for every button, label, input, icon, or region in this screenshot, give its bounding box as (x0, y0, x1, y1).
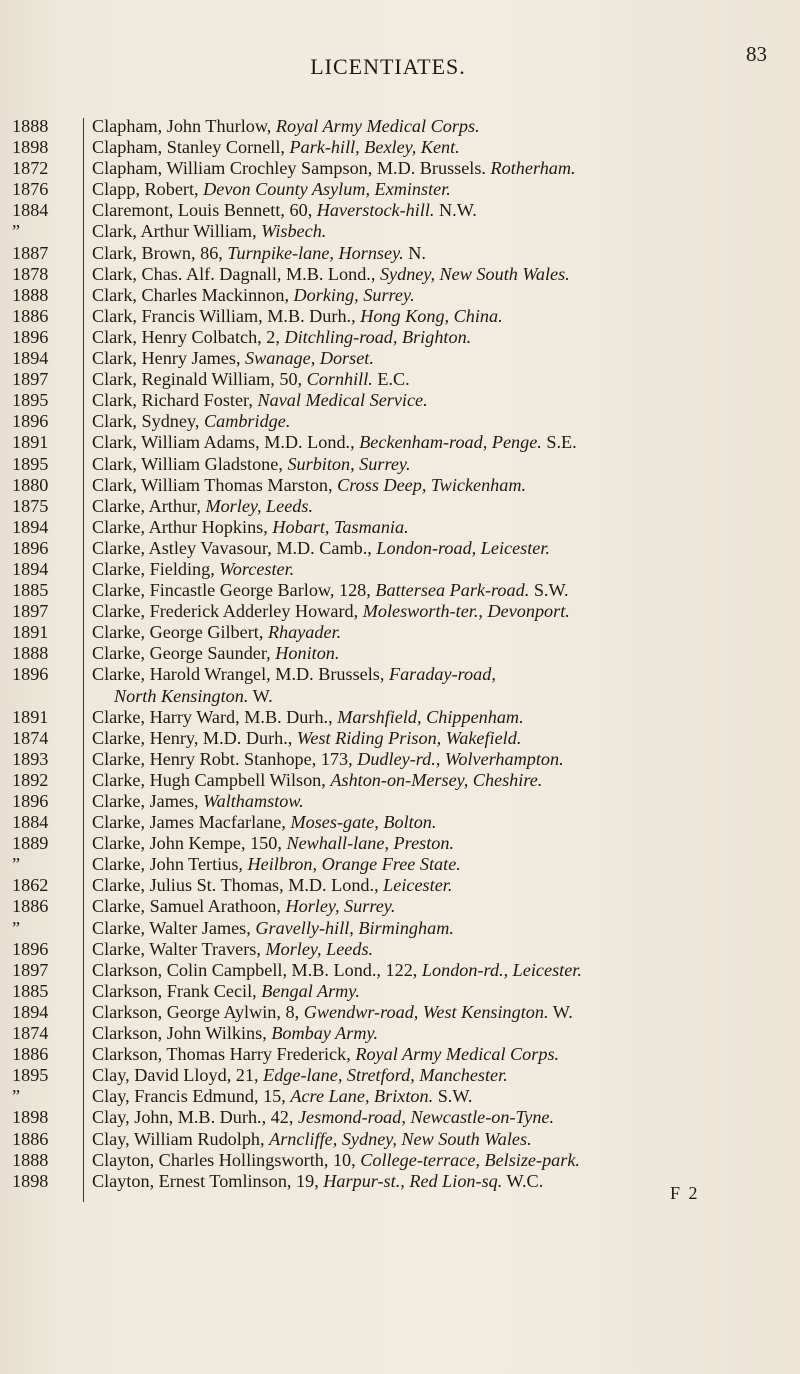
entry-address: Bombay Army. (271, 1023, 379, 1044)
entry-text (86, 981, 800, 1002)
entry-name: Clarkson, George Aylwin, 8, (92, 1001, 304, 1022)
list-item (0, 559, 800, 580)
list-item (0, 348, 800, 369)
entry-text (86, 243, 800, 264)
list-item (0, 327, 800, 348)
entry-name: Clarke, Henry Robt. Stanhope, 173, (92, 748, 358, 769)
entry-address: London-road, Leicester. (376, 537, 550, 558)
entry-text (86, 833, 800, 854)
entry-text (86, 939, 800, 960)
entry-text (86, 875, 800, 896)
list-item (0, 306, 800, 327)
entry-address: Rhayader. (267, 622, 342, 643)
list-item (0, 517, 800, 538)
list-item (0, 1086, 800, 1107)
entry-text (86, 454, 800, 475)
entry-address: Surbiton, Surrey. (287, 453, 411, 474)
entry-text (86, 918, 800, 939)
entry-name: Clay, John, M.B. Durh., 42, (92, 1107, 298, 1128)
entry-year: 1889 (12, 833, 49, 854)
entry-name: Clarke, John Tertius, (92, 854, 248, 875)
entry-text (86, 369, 800, 390)
entry-address: Swanage, Dorset. (245, 348, 374, 369)
entry-name: Claremont, Louis Bennett, 60, (92, 200, 317, 221)
entry-text (86, 643, 800, 664)
entry-text (86, 791, 800, 812)
entry-year: ” (12, 1086, 21, 1107)
list-item (0, 728, 800, 749)
entry-year: 1897 (12, 601, 49, 622)
entry-text (86, 411, 800, 432)
entry-address: Beckenham-road, Penge. (359, 432, 542, 453)
entry-year: 1886 (12, 1044, 49, 1065)
list-item (0, 369, 800, 390)
list-item (0, 1023, 800, 1044)
entry-address: Morley, Leeds. (205, 495, 314, 516)
entry-year: 1874 (12, 1023, 49, 1044)
entry-address: Cross Deep, Twickenham. (337, 474, 527, 495)
entry-text (86, 580, 800, 601)
entry-name: Clarkson, Frank Cecil, (92, 980, 262, 1001)
list-item (0, 475, 800, 496)
list-item (0, 770, 800, 791)
entry-district: N.W. (434, 200, 477, 221)
entry-text (86, 854, 800, 875)
entry-year: 1874 (12, 727, 49, 748)
list-item (0, 1002, 800, 1023)
entry-address: Royal Army Medical Corps. (275, 116, 480, 136)
list-item (0, 875, 800, 896)
entry-name: Clarke, Harold Wrangel, M.D. Brussels, (92, 664, 389, 685)
list-item (0, 918, 800, 939)
entry-text (86, 728, 800, 749)
entry-district: N. (403, 242, 426, 263)
entry-year: 1888 (12, 116, 49, 136)
entry-address: Royal Army Medical Corps. (355, 1044, 560, 1065)
entry-text (86, 1086, 800, 1107)
list-item (0, 1044, 800, 1065)
entry-year: 1878 (12, 263, 49, 284)
entry-year: 1896 (12, 411, 49, 432)
entry-year: 1895 (12, 390, 49, 411)
entry-name: Clarke, John Kempe, 150, (92, 833, 287, 854)
list-item (0, 854, 800, 875)
entry-text (86, 1044, 800, 1065)
entry-name: Clark, Chas. Alf. Dagnall, M.B. Lond., (92, 263, 380, 284)
entry-address: Hobart, Tasmania. (272, 516, 409, 537)
list-item (0, 896, 800, 917)
entry-name: Clark, Francis William, M.B. Durh., (92, 305, 361, 326)
list-item (0, 285, 800, 306)
entry-name: Clark, Henry James, (92, 348, 246, 369)
entry-address: Arncliffe, Sydney, New South Wales. (269, 1128, 532, 1149)
entry-address: Dorking, Surrey. (293, 284, 415, 305)
list-item (0, 264, 800, 285)
entry-year: 1898 (12, 1107, 49, 1128)
page-title: LICENTIATES. (310, 54, 466, 79)
entry-text (86, 1150, 800, 1171)
entry-name: Clarke, Astley Vavasour, M.D. Camb., (92, 537, 377, 558)
entry-address: Cambridge. (203, 411, 291, 432)
entry-name: Clay, Francis Edmund, 15, (92, 1086, 291, 1107)
list-item (0, 221, 800, 242)
entry-name: Clarke, Harry Ward, M.B. Durh., (92, 706, 338, 727)
list-item (0, 812, 800, 833)
entry-address: Gravelly-hill, Birmingham. (255, 917, 454, 938)
entry-text (86, 221, 800, 242)
entry-address: Harpur-st., Red Lion-sq. (323, 1170, 503, 1191)
entry-year: 1888 (12, 643, 49, 664)
entry-address: Horley, Surrey. (285, 896, 396, 917)
entry-name: Clay, William Rudolph, (92, 1128, 270, 1149)
entry-address: Turnpike-lane, Hornsey. (227, 242, 404, 263)
entry-name: Clark, William Gladstone, (92, 453, 288, 474)
list-item (0, 749, 800, 770)
entry-list (0, 116, 800, 1192)
entry-text (86, 390, 800, 411)
list-item (0, 1129, 800, 1150)
entry-address: Hong Kong, China. (360, 305, 503, 326)
entry-name: Clark, Henry Colbatch, 2, (92, 326, 285, 347)
entry-name: Clarke, Walter James, (92, 917, 256, 938)
list-item (0, 137, 800, 158)
entry-address: Naval Medical Service. (257, 390, 428, 411)
entry-name: Clark, Brown, 86, (92, 242, 228, 263)
entry-address: Faraday-road, (388, 664, 496, 685)
entry-year: 1894 (12, 516, 49, 537)
entry-text (86, 285, 800, 306)
entry-year: 1896 (12, 791, 49, 811)
entry-district: S.W. (433, 1086, 473, 1107)
list-item (0, 200, 800, 221)
entry-name: Clarke, James Macfarlane, (92, 812, 291, 833)
entry-address: Devon County Asylum, Exminster. (203, 179, 451, 200)
entry-text (86, 707, 800, 728)
entry-year: 1893 (12, 748, 49, 769)
list-item (0, 664, 800, 706)
entry-continuation (92, 686, 800, 707)
list-item (0, 1107, 800, 1128)
entry-text (86, 770, 800, 791)
entry-address: Newhall-lane, Preston. (286, 833, 455, 854)
list-item (0, 939, 800, 960)
entry-name: Clarke, Julius St. Thomas, M.D. Lond., (92, 875, 384, 896)
entry-text (86, 749, 800, 770)
entry-name: Clayton, Charles Hollingsworth, 10, (92, 1149, 361, 1170)
entry-text (86, 137, 800, 158)
entry-year: 1891 (12, 432, 49, 453)
entry-text (86, 664, 800, 706)
entry-name: Clapp, Robert, (92, 179, 204, 200)
list-item (0, 1065, 800, 1086)
entry-name: Clapham, John Thurlow, (92, 116, 276, 136)
entry-text (86, 158, 800, 179)
entry-year: 1876 (12, 179, 49, 200)
entry-name: Clarkson, Thomas Harry Frederick, (92, 1044, 356, 1065)
entry-year: 1886 (12, 1128, 49, 1149)
entry-name: Clark, Richard Foster, (92, 390, 258, 411)
entry-address: Leicester. (383, 875, 453, 896)
entry-name: Clarke, Arthur, (92, 495, 206, 516)
list-item (0, 116, 800, 137)
entry-text (86, 496, 800, 517)
entry-district: W.C. (502, 1170, 544, 1191)
entry-address: Worcester. (219, 558, 295, 579)
entry-year: 1897 (12, 959, 49, 980)
entry-text (86, 812, 800, 833)
entry-year: 1888 (12, 284, 49, 305)
entry-name: Clark, William Adams, M.D. Lond., (92, 432, 360, 453)
entry-address: Marshfield, Chippenham. (337, 706, 524, 727)
entry-address: Haverstock-hill. (316, 200, 435, 221)
entry-address: Walthamstow. (203, 791, 304, 811)
entry-address: Cornhill. (306, 369, 373, 390)
entry-text (86, 538, 800, 559)
entry-name: Clark, Charles Mackinnon, (92, 284, 294, 305)
entry-continuation-district: W. (248, 685, 273, 706)
entry-text (86, 1002, 800, 1023)
entry-year: 1891 (12, 706, 49, 727)
entry-name: Clarkson, John Wilkins, (92, 1023, 272, 1044)
entry-address: Moses-gate, Bolton. (290, 812, 437, 833)
entry-text (86, 960, 800, 981)
entry-address: Bengal Army. (261, 980, 360, 1001)
entry-year: 1894 (12, 1001, 49, 1022)
entry-address: Jesmond-road, Newcastle-on-Tyne. (297, 1107, 555, 1128)
entry-address: Edge-lane, Stretford, Manchester. (263, 1065, 508, 1086)
entry-text (86, 179, 800, 200)
entry-address: Honiton. (275, 643, 340, 664)
entry-address: College-terrace, Belsize-park. (360, 1149, 580, 1170)
entry-year: 1888 (12, 1149, 49, 1170)
entry-address: Wisbech. (261, 221, 327, 242)
list-item (0, 622, 800, 643)
entry-year: 1895 (12, 1065, 49, 1086)
entry-year: 1892 (12, 769, 49, 790)
entry-name: Clark, Arthur William, (92, 221, 262, 242)
entry-name: Clarke, Frederick Adderley Howard, (92, 601, 363, 622)
entry-year: 1885 (12, 580, 49, 601)
entry-text (86, 517, 800, 538)
entry-text (86, 622, 800, 643)
entry-year: 1885 (12, 980, 49, 1001)
entry-year: 1896 (12, 938, 49, 959)
entry-name: Clarke, Fincastle George Barlow, 128, (92, 580, 376, 601)
entry-address: Sydney, New South Wales. (379, 263, 570, 284)
entry-text (86, 896, 800, 917)
entry-year: 1896 (12, 664, 49, 685)
entry-text (86, 1107, 800, 1128)
list-item (0, 432, 800, 453)
list-item (0, 981, 800, 1002)
entry-district: S.W. (529, 580, 569, 601)
entry-year: 1898 (12, 137, 49, 158)
entry-year: ” (12, 854, 21, 875)
list-item (0, 1150, 800, 1171)
list-item (0, 707, 800, 728)
list-item (0, 243, 800, 264)
entry-address: Molesworth-ter., Devonport. (362, 601, 570, 622)
entry-name: Clarke, Arthur Hopkins, (92, 516, 273, 537)
entry-name: Clarke, Walter Travers, (92, 938, 266, 959)
entry-text (86, 306, 800, 327)
list-item (0, 179, 800, 200)
list-item (0, 833, 800, 854)
entry-year: 1875 (12, 495, 49, 516)
entry-district: E.C. (372, 369, 410, 390)
entry-address: Morley, Leeds. (265, 938, 374, 959)
entry-year: 1884 (12, 812, 49, 833)
entry-address: Ashton-on-Mersey, Cheshire. (330, 769, 543, 790)
entry-text (86, 1023, 800, 1044)
entry-name: Clarke, Samuel Arathoon, (92, 896, 286, 917)
signature-mark: F 2 (670, 1183, 700, 1203)
entry-name: Clay, David Lloyd, 21, (92, 1065, 264, 1086)
entry-text (86, 432, 800, 453)
entry-address: Battersea Park-road. (375, 580, 530, 601)
entry-year: 1862 (12, 875, 49, 896)
entry-year: 1886 (12, 896, 49, 917)
entry-name: Clarke, George Saunder, (92, 643, 276, 664)
list-item (0, 791, 800, 812)
entry-year: 1886 (12, 305, 49, 326)
entry-address: Dudley-rd., Wolverhampton. (357, 748, 564, 769)
entry-text (86, 1065, 800, 1086)
entry-district: S.E. (541, 432, 577, 453)
entry-name: Clarkson, Colin Campbell, M.B. Lond., 122, (92, 959, 422, 980)
entry-year: 1895 (12, 453, 49, 474)
entry-address: West Riding Prison, Wakefield. (296, 727, 522, 748)
list-item (0, 580, 800, 601)
entry-year: ” (12, 221, 21, 242)
entry-year: ” (12, 917, 21, 938)
list-item (0, 411, 800, 432)
entry-name: Clayton, Ernest Tomlinson, 19, (92, 1170, 324, 1191)
list-item (0, 454, 800, 475)
entry-year: 1872 (12, 158, 49, 179)
entry-year: 1896 (12, 326, 49, 347)
entry-text (86, 200, 800, 221)
list-item (0, 601, 800, 622)
list-item (0, 960, 800, 981)
page-number: 83 (746, 42, 767, 66)
list-item (0, 390, 800, 411)
entry-year: 1880 (12, 474, 49, 495)
list-item (0, 643, 800, 664)
entry-text (86, 475, 800, 496)
entry-text (86, 559, 800, 580)
entry-address: Park-hill, Bexley, Kent. (289, 137, 460, 158)
entry-year: 1894 (12, 348, 49, 369)
entry-year: 1896 (12, 537, 49, 558)
entry-text (86, 264, 800, 285)
entry-text (86, 348, 800, 369)
entry-year: 1891 (12, 622, 49, 643)
entry-year: 1897 (12, 369, 49, 390)
entry-name: Clark, Sydney, (92, 411, 204, 432)
entry-year: 1898 (12, 1170, 49, 1191)
entry-name: Clarke, Henry, M.D. Durh., (92, 727, 297, 748)
entry-address: Gwendwr-road, West Kensington. (303, 1001, 549, 1022)
entry-address: London-rd., Leicester. (421, 959, 582, 980)
entry-name: Clapham, Stanley Cornell, (92, 137, 290, 158)
entry-name: Clarke, Fielding, (92, 558, 220, 579)
entry-year: 1894 (12, 558, 49, 579)
entry-district: W. (548, 1001, 573, 1022)
entry-name: Clapham, William Crochley Sampson, M.D. Brussels. (92, 158, 491, 179)
entry-address: Ditchling-road, Brighton. (284, 326, 472, 347)
entry-text (86, 1129, 800, 1150)
entry-name: Clark, William Thomas Marston, (92, 474, 338, 495)
entry-name: Clark, Reginald William, 50, (92, 369, 307, 390)
entry-name: Clarke, Hugh Campbell Wilson, (92, 769, 331, 790)
entry-year: 1887 (12, 242, 49, 263)
list-item (0, 496, 800, 517)
entry-year: 1884 (12, 200, 49, 221)
entry-address: Acre Lane, Brixton. (290, 1086, 434, 1107)
list-item (0, 158, 800, 179)
entry-text (86, 116, 800, 137)
list-item (0, 538, 800, 559)
entry-address: Heilbron, Orange Free State. (247, 854, 461, 875)
entry-name: Clarke, George Gilbert, (92, 622, 268, 643)
entry-text (86, 327, 800, 348)
entry-text (86, 601, 800, 622)
entry-address: Rotherham. (490, 158, 576, 179)
entry-continuation-address: North Kensington. (114, 685, 249, 706)
entry-name: Clarke, James, (92, 791, 204, 811)
